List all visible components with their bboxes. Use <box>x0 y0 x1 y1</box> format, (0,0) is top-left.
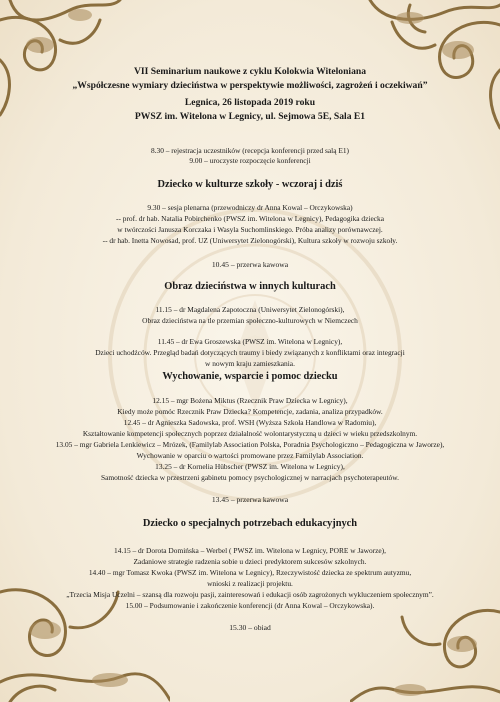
schedule-line: -- prof. dr hab. Natalia Pobirchenko (PWSZ im. Witelona w Legnicy), Pedagogika dziecka <box>115 214 384 223</box>
corner-ornament-bottom-right-icon <box>350 582 500 702</box>
schedule-line: 11.15 – dr Magdalena Zapotoczna (Uniwersytet Zielonogórski), <box>155 305 345 314</box>
schedule-line: 14.40 – mgr Tomasz Kwoka (PWSZ im. Witelona w Legnicy), Rzeczywistość dziecka ze spektrum autyzmu, <box>88 568 412 577</box>
schedule-line: Kiedy może pomóc Rzecznik Praw Dziecka? Kompetencje, zadania, analiza przypadków. <box>117 407 383 416</box>
section-title: Dziecko w kulturze szkoły - wczoraj i dziś <box>157 179 343 190</box>
conference-date: Legnica, 26 listopada 2019 roku <box>184 97 316 108</box>
schedule-line: 9.30 – sesja plenarna (przewodniczy dr Anna Kowal – Orczykowska) <box>147 203 353 212</box>
lunch: 15.30 – obiad <box>229 623 271 632</box>
coffee-break: 13.45 – przerwa kawowa <box>211 495 289 504</box>
conference-title: „Współczesne wymiary dzieciństwa w perspektywie możliwości, zagrożeń i oczekiwań” <box>72 80 428 91</box>
section-title: Obraz dzieciństwa w innych kulturach <box>164 281 336 292</box>
schedule-line: Samotność dziecka w przestrzeni gabinetu pomocy psychologicznej w narracjach psychoterapeutów. <box>101 473 399 482</box>
schedule-line: „Trzecia Misja Uczelni – szansą dla rozwoju pasji, zainteresowań i edukacji osób zagrożonych wykluczeniem społecznym”. <box>66 590 434 599</box>
seminar-series-title: VII Seminarium naukowe z cyklu Kolokwia Witeloniana <box>133 66 367 77</box>
schedule-line: w twórczości Janusza Korczaka i Wasyla Suchomlinskiego. Próba analizy porównawczej. <box>117 225 383 234</box>
coffee-break: 10.45 – przerwa kawowa <box>211 260 289 269</box>
section-title: Wychowanie, wsparcie i pomoc dziecku <box>162 371 338 382</box>
schedule-line: Dzieci uchodźców. Przegląd badań dotyczących traumy i biedy związanych z konfliktami oraz integracji <box>95 348 405 357</box>
schedule-line: Wychowanie w oparciu o wartości promowane przez Familylab Association. <box>136 451 364 460</box>
schedule-line: 12.45 – dr Agnieszka Sadowska, prof. WSH (Wyższa Szkoła Handlowa w Radomiu), <box>123 418 377 427</box>
schedule-line: 13.25 – dr Kornelia Hübscher (PWSZ im. Witelona w Legnicy), <box>155 462 345 471</box>
schedule-line: w nowym kraju zamieszkania. <box>205 359 295 368</box>
section-title: Dziecko o specjalnych potrzebach edukacyjnych <box>142 518 358 529</box>
schedule-line: 11.45 – dr Ewa Groszewska (PWSZ im. Witelona w Legnicy), <box>157 337 343 346</box>
schedule-line: 14.15 – dr Dorota Domińska – Werbel ( PWSZ im. Witelona w Legnicy, PORE w Jaworze), <box>114 546 386 555</box>
schedule-line: Zadaniowe strategie radzenia sobie u dzieci predyktorem sukcesów szkolnych. <box>133 557 367 566</box>
schedule-line: 13.05 – mgr Gabriela Lenkiewicz – Mrózek, (Familylab Association Polska, Poradnia Psychologiczno – Pedagogiczna w Jaworze), <box>55 440 445 449</box>
schedule-line: wnioski z realizacji projektu. <box>207 579 293 588</box>
schedule-line: 9.00 – uroczyste rozpoczęcie konferencji <box>189 156 311 165</box>
conference-venue: PWSZ im. Witelona w Legnicy, ul. Sejmowa 5E, Sala E1 <box>134 111 366 122</box>
schedule-line: 8.30 – rejestracja uczestników (recepcja konferencji przed salą E1) <box>150 146 349 155</box>
schedule-line: Obraz dzieciństwa na tle przemian społeczno-kulturowych w Niemczech <box>142 316 358 325</box>
schedule-line: Kształtowanie kompetencji społecznych poprzez działalność wolontarystyczną u dzieci w wieku przedszkolnym. <box>82 429 418 438</box>
schedule-line: 12.15 – mgr Bożena Miktus (Rzecznik Praw Dziecka w Legnicy), <box>152 396 348 405</box>
schedule-line: -- dr hab. Inetta Nowosad, prof. UZ (Uniwersytet Zielonogórski), Kultura szkoły w rozwoju szkoły. <box>102 236 398 245</box>
schedule-line: 15.00 – Podsumowanie i zakończenie konferencji (dr Anna Kowal – Orczykowska). <box>125 601 375 610</box>
